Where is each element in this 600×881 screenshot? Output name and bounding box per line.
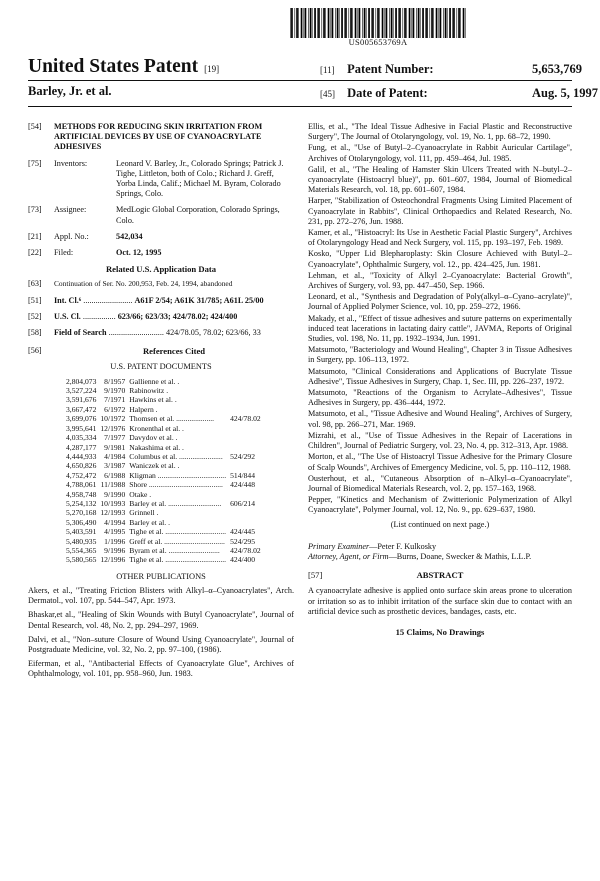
patent-name: Greff et al. ................................ <box>129 536 225 546</box>
header-rule-bottom <box>28 106 572 107</box>
patent-row <box>66 424 265 433</box>
barcode-bar <box>366 8 367 38</box>
patent-name: Tighe et al. ................................ <box>129 555 227 565</box>
barcode-bar <box>466 8 467 38</box>
patent-cls <box>230 490 265 499</box>
patent-name: Davydov et al. . <box>129 433 178 443</box>
patent-num: 5,306,490 <box>66 517 97 527</box>
publication-ref: Dalvi, et al., "Non–suture Closure of Wound Using Cyanoacrylate", Journal of Postgraduate Medicine, vol. 32, No. 2, pp. 97–100, (1986). <box>28 634 294 654</box>
patent-name: Shore ....................................... <box>129 480 223 490</box>
patent-cls <box>230 518 265 527</box>
barcode-bar <box>440 8 442 38</box>
barcode-bar <box>355 8 357 38</box>
patent-cls <box>230 377 265 386</box>
patent-row <box>66 555 265 564</box>
patent-date: 12/1996 <box>100 555 126 565</box>
patent-cls: 524/292 <box>230 451 256 461</box>
barcode-bar <box>460 8 461 38</box>
barcode-number: US005653769A <box>348 37 408 47</box>
field-code: [75] <box>28 158 42 168</box>
patent-row <box>66 480 265 489</box>
barcode-bar <box>416 8 417 38</box>
patent-cls: 424/445 <box>230 527 256 537</box>
barcode-bar <box>328 8 330 38</box>
barcode-bar <box>359 8 361 38</box>
patent-num: 4,788,061 <box>66 480 97 490</box>
barcode-bar <box>439 8 440 38</box>
patent-name: Thomsen et al. .................... <box>129 414 215 424</box>
patent-name: Byram et al. ........................... <box>129 545 220 555</box>
patent-date: 3/1987 <box>104 461 126 471</box>
patent-cls <box>230 405 265 414</box>
field-refs <box>28 346 294 356</box>
filed-label: Filed: <box>54 248 74 258</box>
publication-ref: Kamer, et al., "Histoacryl: Its Use in Aesthetic Facial Plastic Surgery", Archives of Otolaryngology Head and Neck Surgery, vol. 115, pp. 193–197, Feb. 1989. <box>308 228 572 248</box>
field-int-cl <box>28 296 294 306</box>
barcode-bar <box>352 8 353 38</box>
field-code: [52] <box>28 311 42 321</box>
patent-row <box>66 386 265 395</box>
patent-date: 4/1984 <box>104 451 126 461</box>
patent-cls: 424/78.02 <box>230 545 261 555</box>
claims-summary: 15 Claims, No Drawings <box>395 626 485 637</box>
barcode-bar <box>436 8 438 38</box>
barcode-bar <box>430 8 431 38</box>
publication-ref: Galil, et al., "The Healing of Hamster Skin Ulcers Treated with N–butyl–2–cyanoacrylate (Histoacryl blue)", pp. 601–607, 1984, Journal of Biomedical Materials Research, vol. 18, pp. 601–607, 1984. <box>308 164 572 195</box>
patent-num: 5,554,365 <box>66 545 97 555</box>
field-code: [51] <box>28 295 42 305</box>
title-code: [19] <box>204 64 220 74</box>
us-cl-text: 623/66; 623/33; 424/78.02; 424/400 <box>117 311 238 321</box>
patent-cls <box>230 386 265 395</box>
field-code: [58] <box>28 328 42 338</box>
field-title <box>28 122 294 153</box>
patent-num: 3,699,076 <box>66 414 97 424</box>
patent-date: 6/1988 <box>104 470 126 480</box>
barcode-bar <box>310 8 312 38</box>
publication-ref: Fung, et al., "Use of Butyl–2–Cyanoacrylate in Rabbit Auricular Cartilage", Archives of Otolaryngology, vol. 111, pp. 459–464, Jul. 1985. <box>308 143 572 163</box>
patent-cls: 424/78.02 <box>230 414 261 424</box>
patent-cls: 424/448 <box>230 480 256 490</box>
patent-name: Kligman .................................... <box>129 470 227 480</box>
barcode-bar <box>418 8 420 38</box>
date-code: [45] <box>320 89 335 99</box>
attorney-label: Attorney, Agent, or Firm <box>308 551 389 561</box>
barcode-bar <box>298 8 299 38</box>
field-inventors <box>28 159 294 200</box>
barcode-bar <box>445 8 447 38</box>
continuation-text: Continuation of Ser. No. 200,953, Feb. 24, 1994, abandoned <box>54 279 233 289</box>
patent-name: Barley et al. . <box>129 517 170 527</box>
barcode-bar <box>332 8 334 38</box>
barcode-bar <box>463 8 465 38</box>
barcode-bar <box>398 8 399 38</box>
attorney-name: —Burns, Doane, Swecker & Mathis, L.L.P. <box>388 551 532 561</box>
barcode-bar <box>420 8 421 38</box>
left-column <box>28 122 294 684</box>
field-continuation <box>28 279 294 289</box>
barcode-bar <box>443 8 444 38</box>
patent-date: 6/1972 <box>104 404 126 414</box>
barcode-bar <box>458 8 460 38</box>
right-column <box>308 122 572 637</box>
barcode-bar <box>399 8 401 38</box>
patent-name: Grinnell . <box>129 508 159 518</box>
patent-name: Gallienne et al. . <box>129 376 180 386</box>
barcode-bar <box>345 8 347 38</box>
appl-label: Appl. No.: <box>54 231 89 241</box>
patent-num: 3,527,224 <box>66 386 97 396</box>
examiner-name: —Peter F. Kulkosky <box>369 541 437 551</box>
patent-row <box>66 471 265 480</box>
patent-num: 4,752,472 <box>66 470 97 480</box>
barcode-bar <box>318 8 320 38</box>
field-us-cl <box>28 312 294 322</box>
assignee-text: MedLogic Global Corporation, Colorado Springs, Colo. <box>116 205 280 225</box>
patent-date: 8/1957 <box>104 376 126 386</box>
publication-ref: Matsumoto, et al., "Tissue Adhesive and Wound Healing", Archives of Surgery, vol. 98, pp. 266–271, Mar. 1969. <box>308 409 572 429</box>
patent-cls <box>230 433 265 442</box>
document-title <box>28 56 219 78</box>
patent-num: 3,667,472 <box>66 404 97 414</box>
patent-cls <box>230 395 265 404</box>
barcode-bar <box>412 8 413 38</box>
barcode-bar <box>391 8 393 38</box>
patent-date: 12/1993 <box>100 508 126 518</box>
abstract-text: A cyanoacrylate adhesive is applied onto surface skin areas prone to ulceration or irritation so as to inhibit irritation of the surface skin due to contact with an artificial device such as prosthetic devices, bandages, casts, etc. <box>308 586 572 616</box>
barcode-bar <box>452 8 453 38</box>
patent-name: Waniczek et al. . <box>129 461 180 471</box>
barcode-bar <box>322 8 323 38</box>
publication-ref: Matsumoto, "Bacteriology and Wound Healing", Chapter 3 in Tissue Adhesives in Surgery, pp. 106–113, 1972. <box>308 345 572 365</box>
patent-date: 1/1996 <box>104 536 126 546</box>
patent-row <box>66 546 265 555</box>
patent-name: Columbus et al. ....................... <box>129 451 223 461</box>
header-rule-top <box>28 80 572 81</box>
barcode-bar <box>341 8 343 38</box>
publication-ref: Leonard, et al., "Synthesis and Degradation of Poly(alkyl–α–Cyano–acrylate)", Journal of Applied Polymer Science, vol. 10, pp. 259–272, 1966. <box>308 292 572 312</box>
patent-row <box>66 395 265 404</box>
barcode-bar <box>296 8 298 38</box>
inventors-text: Leonard V. Barley, Jr., Colorado Springs; Patrick J. Tighe, Littleton, both of Colo.; Richard J. Greff, Yorba Linda, Calif.; Michael M. Byram, Colorado Springs, Colo. <box>116 158 284 199</box>
barcode-bar <box>376 8 377 38</box>
barcode-bar <box>379 8 380 38</box>
barcode-bar <box>364 8 366 38</box>
publication-ref: Mizrahi, et al., "Use of Tissue Adhesives in the Repair of Lacerations in Children", Journal of Pediatric Surgery, vol. 23, No. 4, pp. 312–313, Apr. 1988. <box>308 430 572 451</box>
field-code: [56] <box>28 346 42 356</box>
patent-cls <box>230 443 265 452</box>
search-text: 424/78.05, 78.02; 623/66, 33 <box>165 328 261 338</box>
field-filed <box>28 248 294 258</box>
patent-row <box>66 518 265 527</box>
primary-examiner <box>308 542 572 552</box>
patent-row <box>66 527 265 536</box>
barcode-bar <box>431 8 433 38</box>
int-cl-text: A61F 2/54; A61K 31/785; A61L 25/00 <box>134 295 264 305</box>
patent-num: 3,591,676 <box>66 395 97 405</box>
field-assignee <box>28 205 294 225</box>
int-cl-dots: ........................ <box>83 295 133 305</box>
patent-cls: 424/400 <box>230 555 256 565</box>
barcode-bar <box>377 8 379 38</box>
barcode-bar <box>358 8 359 38</box>
barcode-bar <box>312 8 313 38</box>
patent-cls: 514/844 <box>230 470 256 480</box>
barcode-bar <box>393 8 394 38</box>
abstract-code: [57] <box>308 570 323 581</box>
publication-ref: Ellis, et al., "The Ideal Tissue Adhesive in Facial Plastic and Reconstructive Surgery", The Journal of Otolaryngology, vol. 19, No. 1, pp. 68–72, 1990. <box>308 122 572 142</box>
barcode-bar <box>337 8 339 38</box>
patent-name: Nakashima et al. . <box>129 442 184 452</box>
barcode-bar <box>295 8 296 38</box>
patent-name: Kronenthal et al. . <box>129 423 184 433</box>
examiner-label: Primary Examiner <box>308 541 370 551</box>
attorney <box>308 552 572 562</box>
patent-number-label: Patent Number: <box>347 62 434 76</box>
patent-date: 9/1996 <box>104 545 126 555</box>
patent-number-row <box>320 62 582 77</box>
abstract-header <box>308 570 572 580</box>
patent-cls <box>230 424 265 433</box>
barcode-bar <box>382 8 384 38</box>
barcode-bar <box>385 8 386 38</box>
barcode-bar <box>453 8 455 38</box>
barcode-bar <box>422 8 424 38</box>
patent-date: 7/1977 <box>104 433 126 443</box>
field-code: [22] <box>28 248 42 258</box>
invention-title: METHODS FOR REDUCING SKIN IRRITATION FROM ARTIFICIAL DEVICES BY USE OF CYANOACRYLATE ADHESIVES <box>54 122 263 152</box>
publication-ref: Morton, et al., "The Use of Histoacryl Tissue Adhesive for the Primary Closure of Scalp Wounds", Archives of Emergency Medicine, vol. 5, pp. 110–112, 1988. <box>308 452 572 472</box>
field-code: [73] <box>28 205 42 215</box>
barcode-bar <box>308 8 309 38</box>
patent-row <box>66 433 265 442</box>
barcode-bar <box>413 8 415 38</box>
barcode-bar <box>409 8 411 38</box>
us-cl-label: U.S. Cl. <box>54 311 81 321</box>
barcode-bar <box>386 8 388 38</box>
patent-date: 9/1981 <box>104 442 126 452</box>
barcode-bar <box>305 8 307 38</box>
list-continued: (List continued on next page.) <box>390 519 490 529</box>
int-cl-label: Int. Cl.⁶ <box>54 295 82 305</box>
field-appl <box>28 232 294 242</box>
barcode-bar <box>339 8 340 38</box>
patent-cls <box>230 508 265 517</box>
barcode <box>290 8 466 38</box>
patent-date: 7/1971 <box>104 395 126 405</box>
patent-date: 9/1970 <box>104 386 126 396</box>
appl-number: 542,034 <box>116 231 143 241</box>
refs-heading: References Cited <box>142 346 206 357</box>
publication-ref: Eiferman, et al., "Antibacterial Effects of Cyanoacrylate Glue", Archives of Ophthalmology, vol. 101, pp. 958–960, Jun. 1983. <box>28 659 294 679</box>
patent-name: Tighe et al. ................................ <box>129 527 227 537</box>
patent-date: 11/1988 <box>100 480 126 490</box>
patent-date: 12/1976 <box>100 423 126 433</box>
publication-ref: Makady, et al., "Effect of tissue adhesives and suture patterns on experimentally induced teat lacerations in lactating dairy cattle", JAVMA, Reports of Original Studies, vol. 198, No. 11, pp. 1932–1934, Jun. 1991. <box>308 313 572 344</box>
patent-name: Hawkins et al. . <box>129 395 177 405</box>
publication-ref: Harper, "Stabilization of Osteochondral Fragments Using Limited Placement of Cyanoacrylate in Rabbits", Clinical Orthopaedics and Related Research, No. 231, pp. 272–276, Jun. 1988. <box>308 196 572 226</box>
other-pubs-right <box>308 122 572 516</box>
patent-date: 9/1990 <box>104 489 126 499</box>
barcode-bar <box>323 8 325 38</box>
publication-ref: Kosko, "Upper Lid Blepharoplasty: Skin Closure Achieved with Butyl–2–Cyanoacrylate", Ophthalmic Surgery, vol. 12., pp. 424–425, Jun. 1981. <box>308 249 572 269</box>
patent-row <box>66 452 265 461</box>
barcode-bar <box>371 8 372 38</box>
date-row <box>320 86 598 101</box>
patent-row <box>66 461 265 470</box>
barcode-bar <box>350 8 352 38</box>
patent-num: 5,403,591 <box>66 527 97 537</box>
publication-ref: Matsumoto, "Clinical Considerations and Applications of Bucrylate Tissue Adhesive", Tissue Adhesives in Surgery, Chap. 1, Sec. III, pp. 226–237, 1972. <box>308 366 572 386</box>
barcode-bar <box>290 8 291 38</box>
patent-row <box>66 499 265 508</box>
patent-num: 3,995,641 <box>66 423 97 433</box>
us-cl-dots: ................ <box>82 311 116 321</box>
patent-num: 2,804,073 <box>66 376 97 386</box>
barcode-bar <box>447 8 448 38</box>
patent-cls: 524/295 <box>230 536 256 546</box>
abstract-heading: ABSTRACT <box>416 570 464 581</box>
publication-ref: Ousterhout, et al., "Cutaneous Absorption of n–Alkyl–α–Cyanoacrylate", Journal of Biomedical Materials Research, vol. 2, pp. 157–163, 1968. <box>308 473 572 493</box>
patent-row <box>66 405 265 414</box>
barcode-bar <box>335 8 336 38</box>
barcode-bar <box>314 8 316 38</box>
assignee-label: Assignee: <box>54 205 87 215</box>
patent-number-code: [11] <box>320 65 335 75</box>
barcode-bar <box>372 8 374 38</box>
barcode-bar <box>291 8 293 38</box>
patent-cls: 606/214 <box>230 498 256 508</box>
barcode-bar <box>404 8 406 38</box>
barcode-bar <box>317 8 318 38</box>
date-label: Date of Patent: <box>347 86 428 100</box>
title-text: United States Patent <box>28 56 199 77</box>
patent-date: 10/1972 <box>100 414 126 424</box>
other-pubs-left <box>28 586 294 680</box>
inventors-label: Inventors: <box>54 158 88 168</box>
barcode-bar <box>457 8 458 38</box>
patent-num: 5,580,565 <box>66 555 97 565</box>
barcode-bar <box>344 8 345 38</box>
publication-ref: Akers, et al., "Treating Friction Blisters with Alkyl–α–Cyanoacrylates", Arch. Dermatol., vol. 107, pp. 544–547, Apr. 1973. <box>28 585 294 606</box>
barcode-bar <box>368 8 370 38</box>
patent-row <box>66 508 265 517</box>
patent-num: 4,287,177 <box>66 442 97 452</box>
patent-cls <box>230 461 265 470</box>
patent-name: Barley et al. ............................ <box>129 498 222 508</box>
search-dots: ........................... <box>108 328 164 338</box>
barcode-bar <box>304 8 305 38</box>
barcode-bar <box>331 8 332 38</box>
patent-num: 5,480,935 <box>66 536 97 546</box>
publication-ref: Bhaskar,et al., "Healing of Skin Wounds with Butyl Cyanoacrylate", Journal of Dental Research, vol. 48, No. 2, pp. 294–297, 1969. <box>28 610 294 630</box>
patent-date: 10/1993 <box>100 498 126 508</box>
other-pubs-heading: OTHER PUBLICATIONS <box>116 571 206 581</box>
patent-name: Rabinowitz . <box>129 386 169 396</box>
publication-ref: Lehman, et al., "Toxicity of Alkyl 2–Cyanoacrylate: Bacterial Growth", Archives of Surgery, vol. 93, pp. 447–450, Sep. 1966. <box>308 270 572 291</box>
publication-ref: Matsumoto, "Reactions of the Organism to Acrylate–Adhesives", Tissue Adhesives in Surgery, pp. 436–444, 1972. <box>308 388 572 408</box>
patent-num: 5,270,168 <box>66 508 97 518</box>
search-label: Field of Search <box>54 328 107 338</box>
us-patents-table <box>66 377 265 565</box>
barcode-bar <box>403 8 404 38</box>
field-code: [21] <box>28 231 42 241</box>
patent-num: 4,650,826 <box>66 461 97 471</box>
patent-number: 5,653,769 <box>532 62 582 76</box>
patent-row <box>66 490 265 499</box>
patent-row <box>66 377 265 386</box>
patent-num: 4,444,933 <box>66 451 97 461</box>
barcode-bar <box>406 8 407 38</box>
patent-num: 4,958,748 <box>66 489 97 499</box>
barcode-bar <box>349 8 350 38</box>
patent-date: 4/1995 <box>104 527 126 537</box>
publication-ref: Pepper, "Kinetics and Mechanism of Zwitterionic Polymerization of Alkyl Cyanoacrylate", Polymer Journal, vol. 12, No. 9., pp. 629–637, 1980. <box>308 495 572 515</box>
patent-date: Aug. 5, 1997 <box>532 86 598 100</box>
field-search <box>28 328 294 338</box>
patent-num: 5,254,132 <box>66 498 97 508</box>
patent-num: 4,035,334 <box>66 433 97 443</box>
field-code: [54] <box>28 122 42 131</box>
barcode-bar <box>362 8 363 38</box>
barcode-bar <box>449 8 451 38</box>
patent-name: Halpern . <box>129 404 158 414</box>
related-heading: Related U.S. Application Data <box>105 264 217 275</box>
barcode-bar <box>425 8 426 38</box>
barcode-bar <box>395 8 397 38</box>
us-patents-heading: U.S. PATENT DOCUMENTS <box>110 362 212 372</box>
barcode-bar <box>426 8 428 38</box>
patent-row <box>66 443 265 452</box>
inventors-short: Barley, Jr. et al. <box>28 84 112 98</box>
patent-row <box>66 414 265 423</box>
patent-row <box>66 537 265 546</box>
barcode-bar <box>301 8 303 38</box>
barcode-bar <box>433 8 434 38</box>
patent-date: 4/1994 <box>104 517 126 527</box>
barcode-bar <box>389 8 390 38</box>
barcode-bar <box>325 8 326 38</box>
filed-date: Oct. 12, 1995 <box>116 248 162 258</box>
patent-name: Otake . <box>129 489 152 499</box>
field-code: [63] <box>28 279 42 289</box>
